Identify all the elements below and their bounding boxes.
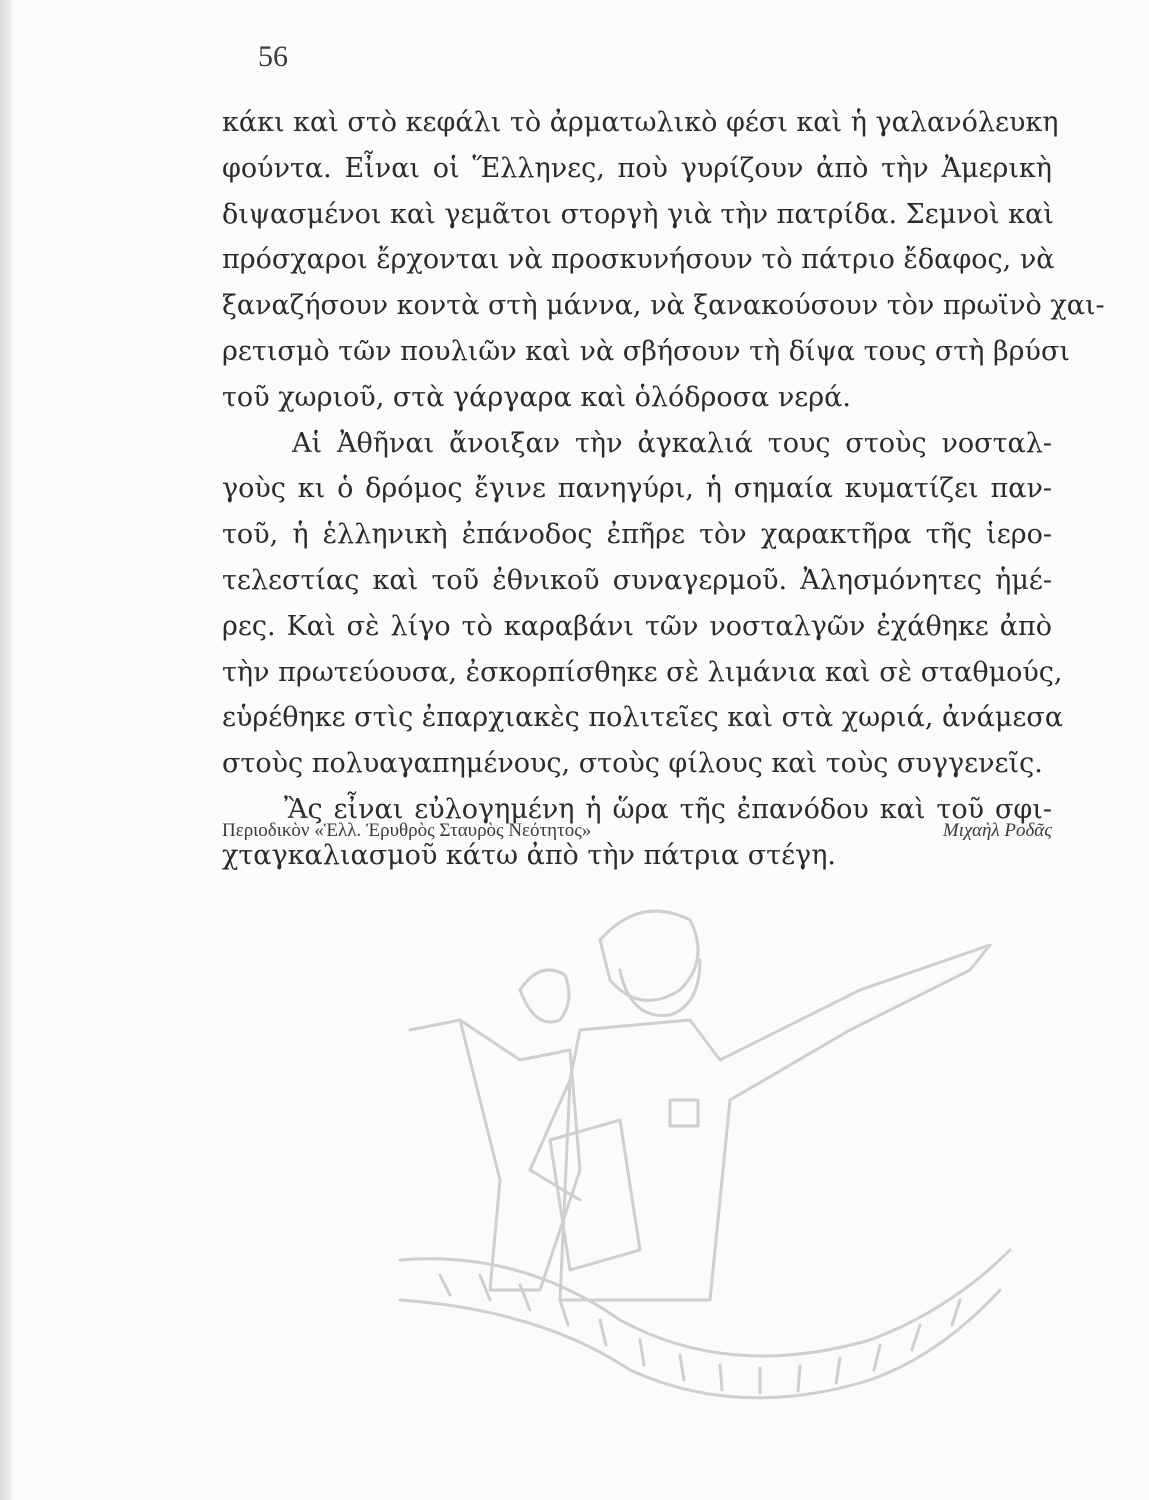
text-line: ξαναζήσουν κοντὰ στὴ μάννα, νὰ ξανακούσουν τὸν πρωϊνὸ χαι- (222, 290, 1105, 322)
background-figure-arm (410, 1020, 460, 1030)
text-line: διψασμένοι καὶ γεμᾶτοι στοργὴ γιὰ τὴν πατρίδα. Σεμνοὶ καὶ (222, 198, 1054, 230)
faded-illustration (380, 880, 1080, 1440)
main-figure-face (620, 960, 700, 1015)
text-line: τοῦ, ἡ ἑλληνικὴ ἐπάνοδος ἐπῆρε τὸν χαρακτῆρα τῆς ἱερο- (222, 519, 1052, 551)
binding-edge (0, 0, 14, 1500)
text-line: ρετισμὸ τῶν πουλιῶν καὶ νὰ σβήσουν τὴ δίψα τους στὴ βρύσι (222, 335, 1070, 367)
main-figure-body (560, 945, 990, 1300)
text-line: τοῦ χωριοῦ, στὰ γάργαρα καὶ ὁλόδροσα νερά. (222, 381, 851, 413)
text-line: φούντα. Εἶναι οἱ Ἕλληνες, ποὺ γυρίζουν ἀπὸ τὴν Ἀμερικὴ (222, 152, 1052, 184)
background-figure-head (520, 970, 569, 1022)
main-figure-emblem (670, 1100, 698, 1126)
text-line: τελεστίας καὶ τοῦ ἐθνικοῦ συναγερμοῦ. Ἀλησμόνητες ἡμέ- (222, 564, 1052, 596)
text-line: ρες. Καὶ σὲ λίγο τὸ καραβάνι τῶν νοσταλγῶν ἐχάθηκε ἀπὸ (222, 610, 1052, 642)
main-figure-cap (600, 911, 698, 1000)
text-line: εὑρέθηκε στὶς ἐπαρχιακὲς πολιτεῖες καὶ στὰ χωριά, ἀνάμεσα (222, 702, 1064, 734)
source-caption: Περιοδικὸν «Ἑλλ. Ἐρυθρὸς Σταυρὸς Νεότητος» (222, 820, 592, 841)
ribbon-bottom (400, 1290, 1000, 1398)
text-line: πρόσχαροι ἔρχονται νὰ προσκυνήσουν τὸ πάτριο ἔδαφος, νὰ (222, 244, 1055, 276)
body-text (222, 100, 1105, 879)
text-line: τὴν πρωτεύουσα, ἐσκορπίσθηκε σὲ λιμάνια καὶ σὲ σταθμούς, (222, 656, 1063, 688)
text-line: Ἂς εἶναι εὐλογημένη ἡ ὥρα τῆς ἐπανόδου καὶ τοῦ σφι- (284, 793, 1052, 825)
text-line: χταγκαλιασμοῦ κάτω ἀπὸ τὴν πάτρια στέγη. (222, 839, 836, 871)
page-number: 56 (258, 40, 288, 73)
text-line: Αἱ Ἀθῆναι ἄνοιξαν τὴν ἀγκαλιά τους στοὺς νοσταλ- (292, 427, 1052, 459)
text-line: στοὺς πολυαγαπημένους, στοὺς φίλους καὶ τοὺς συγγενεῖς. (222, 748, 1043, 780)
text-line: γοὺς κι ὁ δρόμος ἔγινε πανηγύρι, ἡ σημαία κυματίζει παν- (222, 473, 1052, 505)
text-line: κάκι καὶ στὸ κεφάλι τὸ ἀρματωλικὸ φέσι καὶ ἡ γαλανόλευκη (222, 107, 1059, 138)
ribbon-top (400, 1250, 1010, 1356)
author-caption: Μιχαὴλ Ροδᾶς (942, 820, 1052, 841)
